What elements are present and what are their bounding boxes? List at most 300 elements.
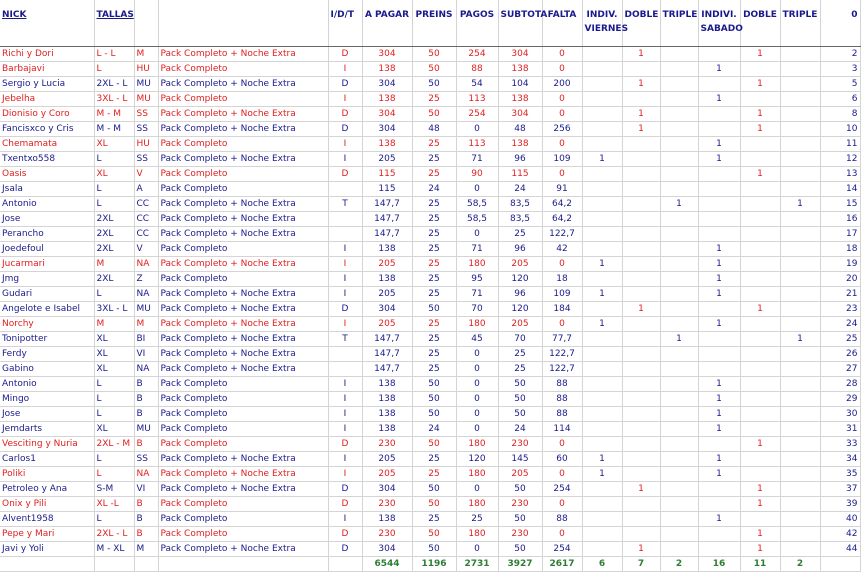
triple-sabado-cell[interactable]: 1 <box>780 197 820 212</box>
triple-sabado-cell[interactable] <box>780 542 820 557</box>
nick-cell[interactable]: Vesciting y Nuria <box>0 437 94 452</box>
triple-viernes-cell[interactable] <box>660 377 698 392</box>
indiv-viernes-cell[interactable] <box>582 422 622 437</box>
triple-sabado-cell[interactable] <box>780 302 820 317</box>
preins-cell[interactable]: 50 <box>412 47 456 62</box>
pagos-cell[interactable]: 0 <box>456 482 498 497</box>
triple-viernes-cell[interactable] <box>660 437 698 452</box>
index-cell[interactable]: 24 <box>820 317 860 332</box>
table-row[interactable] <box>0 122 860 137</box>
code-cell[interactable]: BI <box>134 332 158 347</box>
code-cell[interactable]: VI <box>134 347 158 362</box>
code-cell[interactable]: MU <box>134 422 158 437</box>
triple-viernes-cell[interactable] <box>660 272 698 287</box>
doble-sabado-cell[interactable] <box>740 62 780 77</box>
table-row[interactable] <box>0 392 860 407</box>
index-cell[interactable]: 15 <box>820 197 860 212</box>
triple-viernes-cell[interactable] <box>660 47 698 62</box>
table-row[interactable] <box>0 257 860 272</box>
table-row[interactable] <box>0 197 860 212</box>
indiv-viernes-cell[interactable] <box>582 302 622 317</box>
doble-sabado-cell[interactable] <box>740 287 780 302</box>
nick-cell[interactable]: Angelote e Isabel <box>0 302 94 317</box>
triple-sabado-cell[interactable] <box>780 272 820 287</box>
triple-viernes-cell[interactable] <box>660 287 698 302</box>
doble-sabado-cell[interactable] <box>740 362 780 377</box>
nick-cell[interactable]: Dionisio y Coro <box>0 107 94 122</box>
code-cell[interactable]: B <box>134 392 158 407</box>
index-cell[interactable]: 37 <box>820 482 860 497</box>
falta-cell[interactable]: 122,7 <box>542 362 582 377</box>
talla-cell[interactable]: 2XL - M <box>94 437 134 452</box>
index-cell[interactable]: 20 <box>820 272 860 287</box>
subtotal-cell[interactable]: 96 <box>498 242 542 257</box>
nick-cell[interactable]: Sergio y Lucia <box>0 77 94 92</box>
doble-viernes-cell[interactable] <box>622 92 660 107</box>
indiv-sabado-cell[interactable]: 1 <box>698 257 740 272</box>
index-cell[interactable]: 16 <box>820 212 860 227</box>
idt-cell[interactable]: I <box>328 377 362 392</box>
total-doble-viernes[interactable]: 7 <box>622 557 660 572</box>
nick-cell[interactable]: Alvent1958 <box>0 512 94 527</box>
col-header-index[interactable]: 0 <box>820 0 860 47</box>
index-cell[interactable]: 2 <box>820 47 860 62</box>
pack-cell[interactable]: Pack Completo <box>158 92 328 107</box>
doble-sabado-cell[interactable]: 1 <box>740 302 780 317</box>
indiv-viernes-cell[interactable] <box>582 377 622 392</box>
pack-cell[interactable]: Pack Completo + Noche Extra <box>158 317 328 332</box>
a-pagar-cell[interactable]: 138 <box>362 92 412 107</box>
indiv-sabado-cell[interactable]: 1 <box>698 62 740 77</box>
code-cell[interactable]: NA <box>134 287 158 302</box>
indiv-viernes-cell[interactable]: 1 <box>582 257 622 272</box>
preins-cell[interactable]: 50 <box>412 542 456 557</box>
triple-viernes-cell[interactable] <box>660 92 698 107</box>
index-cell[interactable]: 29 <box>820 392 860 407</box>
doble-sabado-cell[interactable] <box>740 407 780 422</box>
a-pagar-cell[interactable]: 205 <box>362 257 412 272</box>
table-row[interactable] <box>0 497 860 512</box>
indiv-viernes-cell[interactable] <box>582 77 622 92</box>
pack-cell[interactable]: Pack Completo + Noche Extra <box>158 542 328 557</box>
table-row[interactable] <box>0 482 860 497</box>
subtotal-cell[interactable]: 138 <box>498 62 542 77</box>
a-pagar-cell[interactable]: 115 <box>362 182 412 197</box>
a-pagar-cell[interactable]: 115 <box>362 167 412 182</box>
falta-cell[interactable]: 42 <box>542 242 582 257</box>
pack-cell[interactable]: Pack Completo <box>158 62 328 77</box>
pack-cell[interactable]: Pack Completo <box>158 137 328 152</box>
triple-viernes-cell[interactable] <box>660 482 698 497</box>
idt-cell[interactable]: I <box>328 257 362 272</box>
falta-cell[interactable]: 88 <box>542 377 582 392</box>
code-cell[interactable]: B <box>134 497 158 512</box>
col-header-pagos[interactable]: PAGOS <box>456 0 498 47</box>
triple-viernes-cell[interactable] <box>660 242 698 257</box>
doble-viernes-cell[interactable] <box>622 152 660 167</box>
pack-cell[interactable]: Pack Completo + Noche Extra <box>158 467 328 482</box>
a-pagar-cell[interactable]: 205 <box>362 467 412 482</box>
index-cell[interactable]: 42 <box>820 527 860 542</box>
index-cell[interactable]: 19 <box>820 257 860 272</box>
code-cell[interactable]: CC <box>134 227 158 242</box>
preins-cell[interactable]: 50 <box>412 377 456 392</box>
talla-cell[interactable]: XL <box>94 362 134 377</box>
nick-cell[interactable]: Jemdarts <box>0 422 94 437</box>
triple-viernes-cell[interactable] <box>660 347 698 362</box>
table-row[interactable] <box>0 527 860 542</box>
nick-cell[interactable]: Gabino <box>0 362 94 377</box>
idt-cell[interactable]: I <box>328 407 362 422</box>
table-row[interactable] <box>0 77 860 92</box>
pagos-cell[interactable]: 113 <box>456 137 498 152</box>
preins-cell[interactable]: 25 <box>412 152 456 167</box>
idt-cell[interactable]: I <box>328 92 362 107</box>
index-cell[interactable]: 28 <box>820 377 860 392</box>
subtotal-cell[interactable]: 120 <box>498 272 542 287</box>
triple-sabado-cell[interactable] <box>780 512 820 527</box>
subtotal-cell[interactable]: 96 <box>498 287 542 302</box>
pagos-cell[interactable]: 254 <box>456 47 498 62</box>
nick-cell[interactable]: Antonio <box>0 377 94 392</box>
triple-sabado-cell[interactable] <box>780 467 820 482</box>
indiv-sabado-cell[interactable] <box>698 197 740 212</box>
pack-cell[interactable]: Pack Completo <box>158 407 328 422</box>
a-pagar-cell[interactable]: 138 <box>362 512 412 527</box>
falta-cell[interactable]: 0 <box>542 527 582 542</box>
talla-cell[interactable]: 2XL <box>94 272 134 287</box>
index-cell[interactable]: 25 <box>820 332 860 347</box>
index-cell[interactable]: 8 <box>820 107 860 122</box>
doble-viernes-cell[interactable] <box>622 377 660 392</box>
triple-viernes-cell[interactable] <box>660 422 698 437</box>
code-cell[interactable]: NA <box>134 362 158 377</box>
pagos-cell[interactable]: 25 <box>456 512 498 527</box>
preins-cell[interactable]: 25 <box>412 257 456 272</box>
pack-cell[interactable]: Pack Completo <box>158 242 328 257</box>
falta-cell[interactable]: 77,7 <box>542 332 582 347</box>
preins-cell[interactable]: 25 <box>412 212 456 227</box>
doble-sabado-cell[interactable] <box>740 92 780 107</box>
doble-sabado-cell[interactable] <box>740 467 780 482</box>
nick-cell[interactable]: Jose <box>0 407 94 422</box>
triple-viernes-cell[interactable] <box>660 527 698 542</box>
indiv-sabado-cell[interactable] <box>698 497 740 512</box>
subtotal-cell[interactable]: 24 <box>498 422 542 437</box>
code-cell[interactable]: M <box>134 317 158 332</box>
subtotal-cell[interactable]: 96 <box>498 152 542 167</box>
a-pagar-cell[interactable]: 205 <box>362 287 412 302</box>
pagos-cell[interactable]: 180 <box>456 467 498 482</box>
triple-sabado-cell[interactable] <box>780 227 820 242</box>
indiv-sabado-cell[interactable] <box>698 437 740 452</box>
triple-sabado-cell[interactable] <box>780 422 820 437</box>
table-row[interactable] <box>0 227 860 242</box>
nick-cell[interactable]: Poliki <box>0 467 94 482</box>
idt-cell[interactable] <box>328 347 362 362</box>
total-indiv-sabado[interactable]: 16 <box>698 557 740 572</box>
idt-cell[interactable]: D <box>328 77 362 92</box>
doble-sabado-cell[interactable] <box>740 392 780 407</box>
total-blank[interactable] <box>820 557 860 572</box>
nick-cell[interactable]: Ferdy <box>0 347 94 362</box>
code-cell[interactable]: VI <box>134 482 158 497</box>
idt-cell[interactable]: I <box>328 422 362 437</box>
preins-cell[interactable]: 24 <box>412 422 456 437</box>
indiv-sabado-cell[interactable] <box>698 302 740 317</box>
triple-viernes-cell[interactable] <box>660 137 698 152</box>
pack-cell[interactable]: Pack Completo + Noche Extra <box>158 212 328 227</box>
total-pagos[interactable]: 2731 <box>456 557 498 572</box>
total-blank[interactable] <box>0 557 94 572</box>
nick-cell[interactable]: Richi y Dori <box>0 47 94 62</box>
total-preins[interactable]: 1196 <box>412 557 456 572</box>
indiv-sabado-cell[interactable]: 1 <box>698 392 740 407</box>
preins-cell[interactable]: 25 <box>412 137 456 152</box>
triple-sabado-cell[interactable] <box>780 242 820 257</box>
code-cell[interactable]: B <box>134 512 158 527</box>
indiv-sabado-cell[interactable]: 1 <box>698 137 740 152</box>
falta-cell[interactable]: 109 <box>542 287 582 302</box>
total-blank[interactable] <box>328 557 362 572</box>
pack-cell[interactable]: Pack Completo + Noche Extra <box>158 227 328 242</box>
code-cell[interactable]: SS <box>134 107 158 122</box>
index-cell[interactable]: 40 <box>820 512 860 527</box>
talla-cell[interactable]: L <box>94 467 134 482</box>
triple-viernes-cell[interactable] <box>660 497 698 512</box>
table-row[interactable] <box>0 212 860 227</box>
preins-cell[interactable]: 48 <box>412 122 456 137</box>
triple-sabado-cell[interactable] <box>780 47 820 62</box>
triple-viernes-cell[interactable] <box>660 362 698 377</box>
idt-cell[interactable]: D <box>328 47 362 62</box>
a-pagar-cell[interactable]: 304 <box>362 482 412 497</box>
triple-viernes-cell[interactable] <box>660 62 698 77</box>
indiv-sabado-cell[interactable]: 1 <box>698 242 740 257</box>
nick-cell[interactable]: Petroleo y Ana <box>0 482 94 497</box>
nick-cell[interactable]: Onix y Pili <box>0 497 94 512</box>
table-row[interactable] <box>0 377 860 392</box>
a-pagar-cell[interactable]: 138 <box>362 62 412 77</box>
pagos-cell[interactable]: 58,5 <box>456 212 498 227</box>
pagos-cell[interactable]: 180 <box>456 437 498 452</box>
indiv-viernes-cell[interactable] <box>582 392 622 407</box>
indiv-viernes-cell[interactable] <box>582 542 622 557</box>
idt-cell[interactable] <box>328 362 362 377</box>
indiv-sabado-cell[interactable] <box>698 362 740 377</box>
indiv-viernes-cell[interactable] <box>582 107 622 122</box>
code-cell[interactable]: HU <box>134 137 158 152</box>
indiv-viernes-cell[interactable] <box>582 137 622 152</box>
doble-viernes-cell[interactable]: 1 <box>622 542 660 557</box>
triple-sabado-cell[interactable] <box>780 407 820 422</box>
indiv-viernes-cell[interactable] <box>582 362 622 377</box>
talla-cell[interactable]: M - XL <box>94 542 134 557</box>
table-row[interactable] <box>0 362 860 377</box>
subtotal-cell[interactable]: 205 <box>498 467 542 482</box>
triple-viernes-cell[interactable] <box>660 212 698 227</box>
col-header-a-pagar[interactable]: A PAGAR <box>362 0 412 47</box>
falta-cell[interactable]: 122,7 <box>542 347 582 362</box>
pack-cell[interactable]: Pack Completo <box>158 497 328 512</box>
code-cell[interactable]: SS <box>134 152 158 167</box>
talla-cell[interactable]: M <box>94 257 134 272</box>
triple-viernes-cell[interactable] <box>660 392 698 407</box>
falta-cell[interactable]: 254 <box>542 482 582 497</box>
triple-viernes-cell[interactable] <box>660 107 698 122</box>
pagos-cell[interactable]: 71 <box>456 152 498 167</box>
idt-cell[interactable]: I <box>328 137 362 152</box>
preins-cell[interactable]: 50 <box>412 437 456 452</box>
falta-cell[interactable]: 0 <box>542 257 582 272</box>
indiv-viernes-cell[interactable]: 1 <box>582 152 622 167</box>
table-row[interactable] <box>0 137 860 152</box>
triple-sabado-cell[interactable] <box>780 377 820 392</box>
indiv-viernes-cell[interactable] <box>582 527 622 542</box>
code-cell[interactable]: A <box>134 182 158 197</box>
code-cell[interactable]: MU <box>134 77 158 92</box>
subtotal-cell[interactable]: 25 <box>498 362 542 377</box>
doble-sabado-cell[interactable] <box>740 182 780 197</box>
falta-cell[interactable]: 88 <box>542 512 582 527</box>
nick-cell[interactable]: Mingo <box>0 392 94 407</box>
index-cell[interactable]: 6 <box>820 92 860 107</box>
col-header-idt[interactable]: I/D/T <box>328 0 362 47</box>
preins-cell[interactable]: 25 <box>412 347 456 362</box>
triple-viernes-cell[interactable] <box>660 167 698 182</box>
indiv-sabado-cell[interactable]: 1 <box>698 287 740 302</box>
pagos-cell[interactable]: 254 <box>456 107 498 122</box>
nick-cell[interactable]: Oasis <box>0 167 94 182</box>
preins-cell[interactable]: 50 <box>412 407 456 422</box>
nick-cell[interactable]: Jmg <box>0 272 94 287</box>
doble-viernes-cell[interactable]: 1 <box>622 47 660 62</box>
doble-viernes-cell[interactable] <box>622 527 660 542</box>
doble-viernes-cell[interactable] <box>622 452 660 467</box>
idt-cell[interactable]: I <box>328 317 362 332</box>
indiv-viernes-cell[interactable]: 1 <box>582 317 622 332</box>
col-header-triple-1[interactable]: TRIPLE <box>660 0 698 47</box>
falta-cell[interactable]: 0 <box>542 497 582 512</box>
talla-cell[interactable]: 3XL - L <box>94 92 134 107</box>
idt-cell[interactable]: I <box>328 392 362 407</box>
indiv-viernes-cell[interactable]: 1 <box>582 287 622 302</box>
triple-sabado-cell[interactable] <box>780 287 820 302</box>
indiv-sabado-cell[interactable] <box>698 212 740 227</box>
a-pagar-cell[interactable]: 138 <box>362 407 412 422</box>
doble-viernes-cell[interactable] <box>622 287 660 302</box>
table-row[interactable] <box>0 182 860 197</box>
doble-viernes-cell[interactable] <box>622 392 660 407</box>
preins-cell[interactable]: 50 <box>412 77 456 92</box>
idt-cell[interactable]: D <box>328 497 362 512</box>
idt-cell[interactable]: I <box>328 62 362 77</box>
pagos-cell[interactable]: 0 <box>456 227 498 242</box>
code-cell[interactable]: M <box>134 47 158 62</box>
talla-cell[interactable]: XL <box>94 332 134 347</box>
index-cell[interactable]: 27 <box>820 362 860 377</box>
triple-viernes-cell[interactable] <box>660 257 698 272</box>
idt-cell[interactable]: D <box>328 542 362 557</box>
indiv-viernes-cell[interactable] <box>582 497 622 512</box>
pack-cell[interactable]: Pack Completo <box>158 392 328 407</box>
preins-cell[interactable]: 25 <box>412 452 456 467</box>
triple-sabado-cell[interactable] <box>780 527 820 542</box>
pagos-cell[interactable]: 88 <box>456 62 498 77</box>
talla-cell[interactable]: L <box>94 197 134 212</box>
triple-sabado-cell[interactable] <box>780 482 820 497</box>
index-cell[interactable]: 5 <box>820 77 860 92</box>
code-cell[interactable]: CC <box>134 212 158 227</box>
pagos-cell[interactable]: 0 <box>456 182 498 197</box>
triple-sabado-cell[interactable] <box>780 452 820 467</box>
total-triple-sabado[interactable]: 2 <box>780 557 820 572</box>
talla-cell[interactable]: L <box>94 452 134 467</box>
total-blank[interactable] <box>158 557 328 572</box>
indiv-viernes-cell[interactable] <box>582 332 622 347</box>
pack-cell[interactable]: Pack Completo + Noche Extra <box>158 452 328 467</box>
triple-sabado-cell[interactable] <box>780 257 820 272</box>
triple-sabado-cell[interactable] <box>780 77 820 92</box>
a-pagar-cell[interactable]: 205 <box>362 452 412 467</box>
subtotal-cell[interactable]: 50 <box>498 407 542 422</box>
idt-cell[interactable]: I <box>328 467 362 482</box>
nick-cell[interactable]: Fancisxco y Cris <box>0 122 94 137</box>
talla-cell[interactable]: S-M <box>94 482 134 497</box>
idt-cell[interactable] <box>328 212 362 227</box>
falta-cell[interactable]: 0 <box>542 167 582 182</box>
index-cell[interactable]: 3 <box>820 62 860 77</box>
doble-viernes-cell[interactable] <box>622 362 660 377</box>
a-pagar-cell[interactable]: 230 <box>362 497 412 512</box>
pack-cell[interactable]: Pack Completo + Noche Extra <box>158 122 328 137</box>
talla-cell[interactable]: 3XL - L <box>94 302 134 317</box>
triple-sabado-cell[interactable] <box>780 62 820 77</box>
triple-sabado-cell[interactable] <box>780 317 820 332</box>
talla-cell[interactable]: 2XL <box>94 212 134 227</box>
pagos-cell[interactable]: 180 <box>456 527 498 542</box>
doble-viernes-cell[interactable] <box>622 422 660 437</box>
table-row[interactable] <box>0 542 860 557</box>
a-pagar-cell[interactable]: 138 <box>362 392 412 407</box>
pack-cell[interactable]: Pack Completo + Noche Extra <box>158 77 328 92</box>
indiv-viernes-cell[interactable] <box>582 242 622 257</box>
pagos-cell[interactable]: 54 <box>456 77 498 92</box>
doble-viernes-cell[interactable] <box>622 512 660 527</box>
preins-cell[interactable]: 25 <box>412 332 456 347</box>
doble-sabado-cell[interactable]: 1 <box>740 47 780 62</box>
indiv-sabado-cell[interactable]: 1 <box>698 467 740 482</box>
a-pagar-cell[interactable]: 230 <box>362 527 412 542</box>
doble-viernes-cell[interactable] <box>622 197 660 212</box>
code-cell[interactable]: B <box>134 437 158 452</box>
falta-cell[interactable]: 256 <box>542 122 582 137</box>
indiv-sabado-cell[interactable]: 1 <box>698 452 740 467</box>
code-cell[interactable]: B <box>134 527 158 542</box>
doble-viernes-cell[interactable] <box>622 497 660 512</box>
triple-sabado-cell[interactable] <box>780 92 820 107</box>
index-cell[interactable]: 11 <box>820 137 860 152</box>
nick-cell[interactable]: Pepe y Mari <box>0 527 94 542</box>
code-cell[interactable]: CC <box>134 197 158 212</box>
subtotal-cell[interactable]: 304 <box>498 47 542 62</box>
nick-cell[interactable]: Barbajavi <box>0 62 94 77</box>
talla-cell[interactable]: L <box>94 512 134 527</box>
index-cell[interactable]: 21 <box>820 287 860 302</box>
idt-cell[interactable]: I <box>328 452 362 467</box>
talla-cell[interactable]: XL <box>94 137 134 152</box>
table-row[interactable] <box>0 422 860 437</box>
